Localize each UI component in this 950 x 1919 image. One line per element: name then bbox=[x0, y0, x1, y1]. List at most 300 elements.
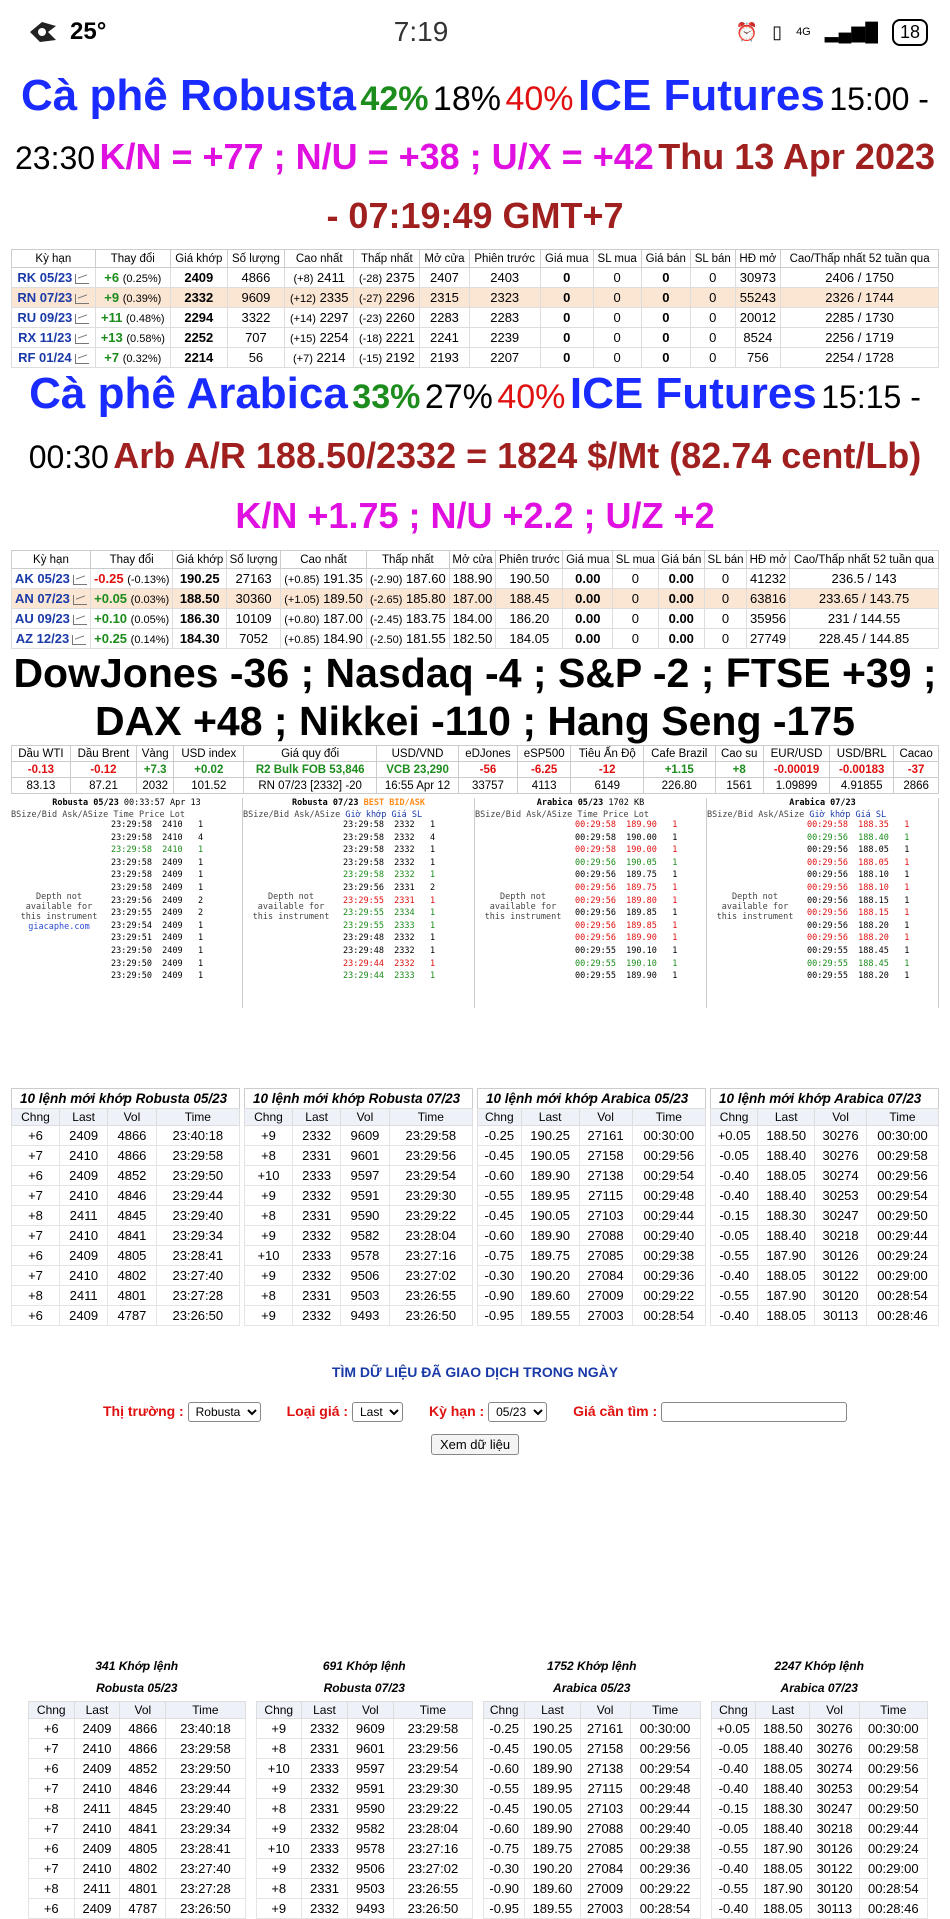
market-name: Vàng bbox=[137, 746, 174, 762]
history-column bbox=[711, 1655, 929, 1919]
depth-unavailable: Depth not available for this instrument bbox=[484, 892, 562, 922]
ask-size: 0 bbox=[705, 589, 747, 609]
arabica-pct3: 40% bbox=[497, 378, 566, 416]
table-row bbox=[256, 1839, 473, 1859]
table-row bbox=[478, 1206, 706, 1226]
ask-price: 0.00 bbox=[658, 589, 704, 609]
trade-ticker bbox=[343, 820, 435, 984]
column-header: Thay đổi bbox=[95, 250, 170, 268]
open-interest: 20012 bbox=[735, 308, 781, 328]
quote-row[interactable] bbox=[12, 609, 939, 629]
network-label: 4G bbox=[796, 26, 811, 38]
cell: 2409 bbox=[59, 1246, 107, 1266]
column-header: Cao/Thấp nhất 52 tuần qua bbox=[790, 551, 939, 569]
quote-row[interactable] bbox=[12, 308, 939, 328]
column-header: HĐ mở bbox=[735, 250, 781, 268]
table-row bbox=[256, 1739, 473, 1759]
high-delta: (+8) bbox=[293, 273, 314, 285]
sub-label: Price bbox=[138, 810, 170, 820]
cell: 23:27:40 bbox=[166, 1859, 245, 1879]
cell: 23:29:40 bbox=[156, 1206, 239, 1226]
cell: 2411 bbox=[74, 1799, 120, 1819]
ticker-row: 23:29:44 2333 1 bbox=[343, 971, 436, 982]
cell: 4801 bbox=[108, 1286, 156, 1306]
last-price: 188.50 bbox=[173, 589, 227, 609]
history-table bbox=[28, 1701, 246, 1919]
cell: 00:29:38 bbox=[632, 1246, 705, 1266]
table-row bbox=[256, 1819, 473, 1839]
table-row bbox=[711, 1146, 939, 1166]
cell: 00:29:48 bbox=[630, 1779, 700, 1799]
ticker-row: 00:29:56 188.40 1 bbox=[807, 832, 910, 843]
low-delta: (-2.90) bbox=[369, 574, 403, 586]
table-row bbox=[29, 1819, 246, 1839]
change-value: +9 bbox=[104, 290, 120, 305]
trade-count: 1752 Khớp lệnh bbox=[547, 1659, 637, 1673]
column-header: Chng bbox=[711, 1109, 758, 1126]
cell: 188.50 bbox=[758, 1126, 815, 1146]
depth-title: Arabica 07/23 bbox=[789, 798, 856, 808]
cell: -0.40 bbox=[711, 1266, 758, 1286]
prev-price: 2403 bbox=[469, 268, 540, 288]
bid-size: 0 bbox=[593, 268, 641, 288]
cell: 23:29:56 bbox=[389, 1146, 472, 1166]
column-header: Giá bán bbox=[658, 551, 704, 569]
contract-cell[interactable] bbox=[12, 589, 91, 609]
column-header: Vol bbox=[579, 1109, 632, 1126]
quote-row[interactable] bbox=[12, 288, 939, 308]
contract-cell[interactable] bbox=[12, 569, 91, 589]
cell: 4787 bbox=[120, 1899, 166, 1919]
column-header: Time bbox=[630, 1702, 700, 1719]
cell: +8 bbox=[12, 1206, 60, 1226]
high-value: 2254 bbox=[319, 330, 349, 345]
cell: 23:29:22 bbox=[389, 1206, 472, 1226]
cell: 9503 bbox=[341, 1286, 389, 1306]
sub-label: BSize/Bid bbox=[243, 810, 295, 820]
ticker-row: 00:29:56 189.75 1 bbox=[575, 870, 678, 881]
column-header: Last bbox=[756, 1702, 810, 1719]
ticker-row: 23:29:56 2409 2 bbox=[111, 895, 204, 906]
cell: 9582 bbox=[341, 1226, 389, 1246]
bid-price: 0 bbox=[540, 288, 593, 308]
cell: 30218 bbox=[810, 1819, 859, 1839]
cell: 00:28:54 bbox=[632, 1306, 705, 1326]
table-row bbox=[12, 1226, 240, 1246]
cell: 23:29:58 bbox=[166, 1739, 245, 1759]
table-row bbox=[245, 1166, 473, 1186]
high-value: 2411 bbox=[316, 270, 345, 285]
contract-symbol: AN 07/23 bbox=[14, 591, 70, 606]
term-select[interactable] bbox=[488, 1402, 547, 1422]
cell: 23:26:50 bbox=[389, 1306, 472, 1326]
contract-cell[interactable] bbox=[12, 629, 91, 649]
table-row bbox=[29, 1739, 246, 1759]
latest-trades-table bbox=[11, 1088, 240, 1326]
history-column bbox=[483, 1655, 701, 1919]
cell: 00:29:44 bbox=[859, 1819, 927, 1839]
table-row bbox=[12, 1286, 240, 1306]
chart-icon[interactable] bbox=[75, 314, 89, 324]
market-name: Giá quy đổi bbox=[244, 746, 377, 762]
cell: +0.05 bbox=[711, 1126, 758, 1146]
cell: -0.40 bbox=[711, 1166, 758, 1186]
open-interest: 756 bbox=[735, 348, 781, 368]
last-price: 190.25 bbox=[173, 569, 227, 589]
market-change: -6.25 bbox=[517, 762, 571, 778]
low-value: 2192 bbox=[385, 350, 415, 365]
cell: +9 bbox=[245, 1226, 293, 1246]
market-value: 1.09899 bbox=[763, 778, 829, 794]
app-logo-icon bbox=[28, 20, 58, 44]
column-header: Kỳ hạn bbox=[12, 551, 91, 569]
prev-price: 2323 bbox=[469, 288, 540, 308]
cell: +9 bbox=[256, 1899, 302, 1919]
table-row bbox=[29, 1899, 246, 1919]
last-price: 2294 bbox=[170, 308, 227, 328]
cell: 00:29:50 bbox=[866, 1206, 938, 1226]
cell: 00:29:56 bbox=[630, 1739, 700, 1759]
market-change: VCB 23,290 bbox=[377, 762, 459, 778]
cell: 2331 bbox=[302, 1879, 348, 1899]
cell: 2333 bbox=[302, 1759, 348, 1779]
search-title: TÌM DỮ LIỆU ĐÃ GIAO DỊCH TRONG NGÀY bbox=[331, 1364, 619, 1380]
cell: 00:29:00 bbox=[859, 1859, 927, 1879]
robusta-spreads: K/N = +77 ; N/U = +38 ; U/X = +42 bbox=[99, 136, 654, 177]
table-row bbox=[12, 1126, 240, 1146]
cell: 2332 bbox=[292, 1266, 340, 1286]
sub-label: Giá bbox=[855, 810, 876, 820]
cell: 27103 bbox=[580, 1799, 630, 1819]
ticker-row: 00:29:56 188.05 1 bbox=[807, 857, 910, 868]
bid-price: 0.00 bbox=[563, 629, 613, 649]
table-row bbox=[12, 1206, 240, 1226]
change-value: +11 bbox=[101, 310, 123, 325]
depth-unavailable: Depth not available for this instrument bbox=[716, 892, 794, 922]
cell: 9591 bbox=[341, 1186, 389, 1206]
cell: 23:40:18 bbox=[166, 1719, 245, 1739]
cell: +9 bbox=[256, 1719, 302, 1739]
cell: 27009 bbox=[579, 1286, 632, 1306]
price-search-label: Giá cần tìm : bbox=[573, 1403, 658, 1419]
volume: 707 bbox=[227, 328, 284, 348]
market-value: 1561 bbox=[715, 778, 763, 794]
ticker-row: 23:29:51 2409 1 bbox=[111, 933, 204, 944]
ticker-row: 23:29:58 2332 1 bbox=[343, 820, 436, 830]
low-delta: (-15) bbox=[358, 353, 383, 365]
depth-subheader bbox=[243, 810, 474, 820]
cell: 00:29:24 bbox=[866, 1246, 938, 1266]
price-type-select[interactable] bbox=[352, 1402, 403, 1422]
market-change: +1.15 bbox=[644, 762, 716, 778]
cell: 00:30:00 bbox=[632, 1126, 705, 1146]
column-header: Cao nhất bbox=[285, 250, 354, 268]
history-column bbox=[28, 1655, 246, 1919]
market-select[interactable] bbox=[188, 1402, 261, 1422]
contract-cell[interactable] bbox=[12, 308, 96, 328]
ticker-row: 00:29:55 190.10 1 bbox=[575, 945, 678, 956]
table-row bbox=[484, 1839, 701, 1859]
cell: +7 bbox=[29, 1859, 75, 1879]
quote-row[interactable] bbox=[12, 589, 939, 609]
cell: 30276 bbox=[810, 1739, 859, 1759]
open-price: 2407 bbox=[420, 268, 469, 288]
cell: 188.40 bbox=[758, 1186, 815, 1206]
arabica-pct1: 33% bbox=[352, 378, 421, 416]
depth-title: Robusta 05/23 00:33:57 Apr 13 bbox=[52, 798, 201, 808]
chart-icon[interactable] bbox=[73, 595, 87, 605]
chart-icon[interactable] bbox=[75, 274, 89, 284]
high-delta: (+0.85) bbox=[284, 634, 320, 646]
ticker-row: 00:29:55 188.45 1 bbox=[807, 945, 910, 956]
ask-size: 0 bbox=[690, 288, 735, 308]
view-data-button[interactable]: Xem dữ liệu bbox=[431, 1434, 519, 1455]
market-change: R2 Bulk FOB 53,846 bbox=[244, 762, 377, 778]
cell: 23:27:28 bbox=[166, 1879, 245, 1899]
table-row bbox=[484, 1879, 701, 1899]
change-percent: (0.48%) bbox=[126, 313, 165, 325]
cell: 30218 bbox=[815, 1226, 867, 1246]
market-name: Cao su bbox=[715, 746, 763, 762]
cell: 2332 bbox=[302, 1779, 348, 1799]
cell: 30274 bbox=[810, 1759, 859, 1779]
table-row bbox=[29, 1759, 246, 1779]
low-cell bbox=[354, 288, 420, 308]
chart-icon[interactable] bbox=[75, 334, 89, 344]
chart-icon[interactable] bbox=[75, 294, 89, 304]
chart-icon[interactable] bbox=[72, 635, 86, 645]
ask-price: 0 bbox=[641, 308, 690, 328]
high-delta: (+12) bbox=[289, 293, 316, 305]
contract-name: Arabica 05/23 bbox=[553, 1681, 631, 1695]
cell: -0.15 bbox=[711, 1799, 756, 1819]
depth-title: Robusta 07/23 BEST BID/ASK bbox=[291, 798, 426, 808]
cell: 2411 bbox=[59, 1286, 107, 1306]
cell: -0.05 bbox=[711, 1146, 758, 1166]
last-price: 186.30 bbox=[173, 609, 227, 629]
cell: +10 bbox=[256, 1759, 302, 1779]
cell: 189.75 bbox=[521, 1246, 579, 1266]
quote-row[interactable] bbox=[12, 569, 939, 589]
market-value: 4113 bbox=[517, 778, 571, 794]
change-percent: (0.25%) bbox=[122, 273, 162, 285]
open-interest: 35956 bbox=[747, 609, 790, 629]
low-delta: (-28) bbox=[358, 273, 383, 285]
quote-row[interactable] bbox=[12, 268, 939, 288]
column-header: Số lượng bbox=[226, 551, 280, 569]
history-column bbox=[256, 1655, 474, 1919]
cell: 23:29:54 bbox=[393, 1759, 472, 1779]
chart-icon[interactable] bbox=[73, 615, 87, 625]
market-name: Dầu WTI bbox=[12, 746, 71, 762]
cell: 00:29:22 bbox=[632, 1286, 705, 1306]
column-header: Time bbox=[166, 1702, 245, 1719]
cell: 30247 bbox=[810, 1799, 859, 1819]
cell: 188.40 bbox=[756, 1739, 810, 1759]
cell: 23:26:55 bbox=[393, 1879, 472, 1899]
cell: -0.90 bbox=[478, 1286, 522, 1306]
cell: 190.20 bbox=[525, 1859, 580, 1879]
open-interest: 30973 bbox=[735, 268, 781, 288]
cell: 00:29:58 bbox=[859, 1739, 927, 1759]
low-value: 181.55 bbox=[405, 631, 446, 646]
cell: 23:26:55 bbox=[389, 1286, 472, 1306]
column-header: Cao/Thấp nhất 52 tuần qua bbox=[781, 250, 939, 268]
cell: 00:29:56 bbox=[866, 1166, 938, 1186]
history-table bbox=[711, 1701, 929, 1919]
latest-trades bbox=[11, 1088, 939, 1326]
cell: 00:28:46 bbox=[866, 1306, 938, 1326]
ask-size: 0 bbox=[705, 629, 747, 649]
robusta-pct1: 42% bbox=[360, 80, 429, 118]
cell: 23:26:50 bbox=[393, 1899, 472, 1919]
change-percent: (-0.13%) bbox=[127, 574, 170, 586]
page-size: 1702 KB bbox=[603, 798, 645, 808]
cell: 4805 bbox=[108, 1246, 156, 1266]
last-price: 2252 bbox=[170, 328, 227, 348]
cell: 187.90 bbox=[756, 1839, 810, 1859]
cell: 9578 bbox=[341, 1246, 389, 1266]
cell: 30274 bbox=[815, 1166, 867, 1186]
ticker-row: 00:29:58 190.00 1 bbox=[575, 845, 678, 856]
bid-price: 0.00 bbox=[563, 609, 613, 629]
contract-cell[interactable] bbox=[12, 348, 96, 368]
ask-size: 0 bbox=[690, 348, 735, 368]
contract-cell[interactable] bbox=[12, 609, 91, 629]
cell: 23:29:54 bbox=[389, 1166, 472, 1186]
column-header: SL mua bbox=[593, 250, 641, 268]
sub-label: Lot bbox=[169, 810, 186, 820]
prev-price: 2239 bbox=[469, 328, 540, 348]
ticker-row: 00:29:55 188.45 1 bbox=[807, 958, 910, 969]
column-header: Thấp nhất bbox=[354, 250, 420, 268]
price-search-input[interactable] bbox=[661, 1402, 847, 1422]
cell: 00:29:50 bbox=[859, 1799, 927, 1819]
table-row bbox=[256, 1879, 473, 1899]
cell: +8 bbox=[245, 1286, 293, 1306]
cell: 4845 bbox=[108, 1206, 156, 1226]
ticker-row: 23:29:58 2409 1 bbox=[111, 870, 204, 881]
header-row bbox=[29, 1702, 246, 1719]
cell: 30122 bbox=[815, 1266, 867, 1286]
column-header: Giá khớp bbox=[170, 250, 227, 268]
cell: -0.95 bbox=[478, 1306, 522, 1326]
cell: 27088 bbox=[580, 1819, 630, 1839]
table-row bbox=[12, 1166, 240, 1186]
battery-icon: 18 bbox=[892, 19, 928, 46]
cell: 188.30 bbox=[756, 1799, 810, 1819]
open-price: 187.00 bbox=[449, 589, 495, 609]
change-value: +6 bbox=[104, 270, 120, 285]
ask-price: 0.00 bbox=[658, 629, 704, 649]
ticker-row: 23:29:58 2332 4 bbox=[343, 832, 436, 843]
cell: 4841 bbox=[108, 1226, 156, 1246]
low-delta: (-2.65) bbox=[369, 594, 403, 606]
column-header: Số lượng bbox=[227, 250, 284, 268]
cell: 27138 bbox=[579, 1166, 632, 1186]
cell: 00:29:22 bbox=[630, 1879, 700, 1899]
cell: 187.90 bbox=[758, 1246, 815, 1266]
chart-icon[interactable] bbox=[73, 575, 87, 585]
term-label: Kỳ hạn : bbox=[428, 1403, 485, 1419]
column-header: Chng bbox=[478, 1109, 522, 1126]
market-change: +7.3 bbox=[137, 762, 174, 778]
cell: 188.05 bbox=[756, 1899, 810, 1919]
history-header bbox=[256, 1655, 474, 1701]
cell: 2410 bbox=[59, 1186, 107, 1206]
header-row bbox=[256, 1702, 473, 1719]
cell: 27085 bbox=[580, 1839, 630, 1859]
cell: +6 bbox=[29, 1899, 75, 1919]
cell: -0.60 bbox=[478, 1166, 522, 1186]
table-row bbox=[29, 1879, 246, 1899]
market-value: 16:55 Apr 12 bbox=[377, 778, 459, 794]
column-header: Last bbox=[74, 1702, 120, 1719]
volume: 4866 bbox=[227, 268, 284, 288]
contract-symbol: RN 07/23 bbox=[17, 290, 73, 305]
cell: 2410 bbox=[59, 1266, 107, 1286]
quote-row[interactable] bbox=[12, 629, 939, 649]
column-header: Vol bbox=[120, 1702, 166, 1719]
quote-row[interactable] bbox=[12, 328, 939, 348]
bid-price: 0.00 bbox=[563, 569, 613, 589]
latest-trades-table bbox=[710, 1088, 939, 1326]
open-price: 2241 bbox=[420, 328, 469, 348]
robusta-pct3: 40% bbox=[505, 80, 574, 118]
week52-range: 2285 / 1730 bbox=[781, 308, 939, 328]
ticker-row: 23:29:55 2409 2 bbox=[111, 908, 204, 919]
table-row bbox=[245, 1286, 473, 1306]
cell: 190.05 bbox=[521, 1206, 579, 1226]
column-header: Thấp nhất bbox=[366, 551, 449, 569]
ask-price: 0 bbox=[641, 328, 690, 348]
cell: +6 bbox=[29, 1719, 75, 1739]
cell: -0.75 bbox=[478, 1246, 522, 1266]
market-change: +0.02 bbox=[174, 762, 244, 778]
robusta-exchange: ICE Futures bbox=[577, 71, 825, 120]
cell: 27003 bbox=[580, 1899, 630, 1919]
bid-size: 0 bbox=[593, 348, 641, 368]
contract-cell[interactable] bbox=[12, 288, 96, 308]
prev-price: 186.20 bbox=[496, 609, 563, 629]
ticker-row: 00:29:56 188.10 1 bbox=[807, 870, 910, 881]
cell: -0.05 bbox=[711, 1819, 756, 1839]
low-delta: (-2.50) bbox=[369, 634, 403, 646]
contract-cell[interactable] bbox=[12, 328, 96, 348]
chart-icon[interactable] bbox=[75, 354, 89, 364]
table-row bbox=[711, 1759, 928, 1779]
column-header: SL bán bbox=[690, 250, 735, 268]
ticker-row: 00:29:56 189.90 1 bbox=[575, 933, 678, 944]
high-delta: (+1.05) bbox=[284, 594, 320, 606]
clock: 7:19 bbox=[393, 16, 449, 47]
column-header: Phiên trước bbox=[469, 250, 540, 268]
cell: 00:30:00 bbox=[859, 1719, 927, 1739]
table-row bbox=[711, 1166, 939, 1186]
ask-price: 0 bbox=[641, 268, 690, 288]
cell: 2331 bbox=[292, 1206, 340, 1226]
table-row bbox=[12, 1186, 240, 1206]
contract-symbol: AU 09/23 bbox=[14, 611, 70, 626]
cell: 4805 bbox=[120, 1839, 166, 1859]
sub-label: Ask/ASize bbox=[294, 810, 346, 820]
cell: +8 bbox=[245, 1146, 293, 1166]
column-header: Vol bbox=[810, 1702, 859, 1719]
contract-cell[interactable] bbox=[12, 268, 96, 288]
bid-price: 0 bbox=[540, 268, 593, 288]
cell: 30253 bbox=[815, 1186, 867, 1206]
quote-row[interactable] bbox=[12, 348, 939, 368]
